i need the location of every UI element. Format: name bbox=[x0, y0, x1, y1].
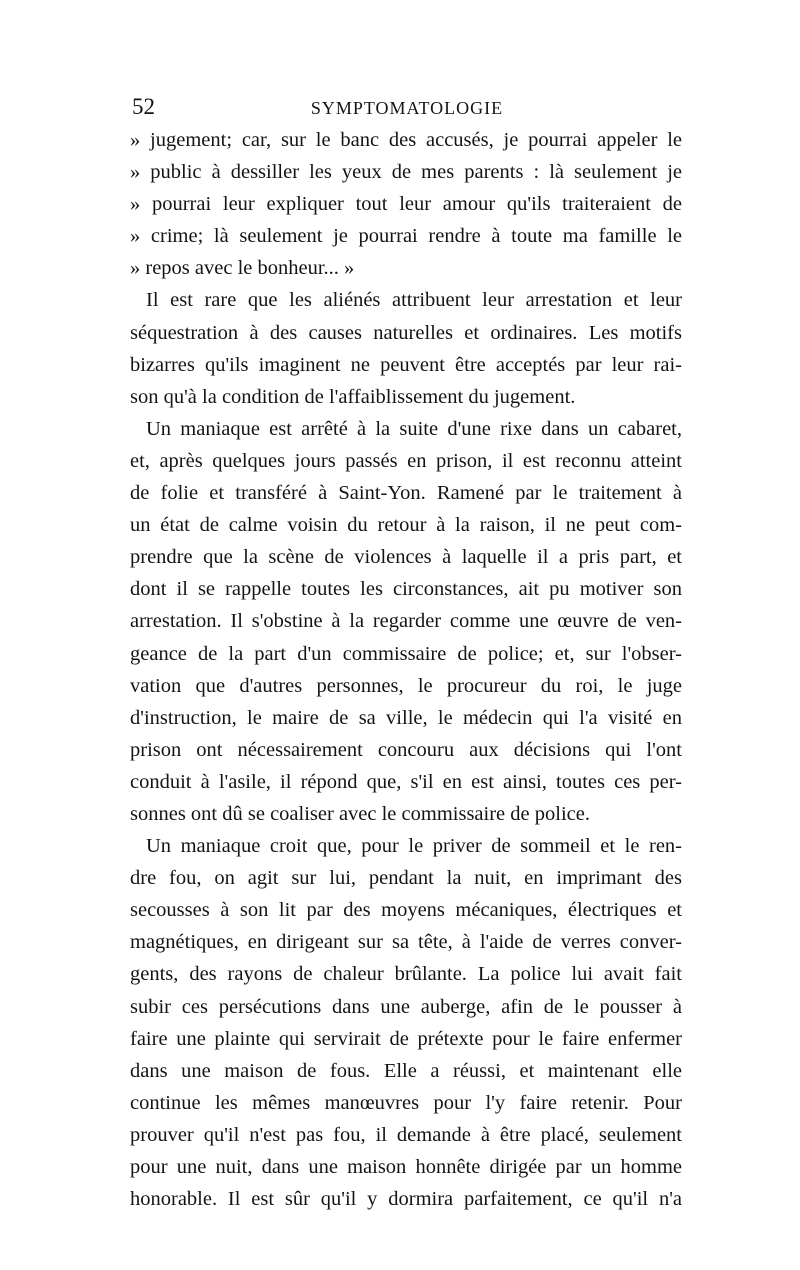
text-line: Un maniaque croit que, pour le priver de sommeil et le ren- bbox=[146, 835, 682, 858]
text-line: vation que d'autres personnes, le procureur du roi, le juge bbox=[130, 674, 682, 697]
text-line: dre fou, on agit sur lui, pendant la nuit, en imprimant des bbox=[130, 867, 682, 890]
text-line: continue les mêmes manœuvres pour l'y faire retenir. Pour bbox=[130, 1091, 682, 1114]
text-line: de folie et transféré à Saint-Yon. Ramené par le traitement à bbox=[130, 482, 682, 505]
text-line: sonnes ont dû se coaliser avec le commissaire de police. bbox=[130, 802, 590, 825]
text-line: pour une nuit, dans une maison honnête dirigée par un homme bbox=[130, 1156, 682, 1178]
text-line: dont il se rappelle toutes les circonstances, ait pu motiver son bbox=[130, 578, 682, 601]
text-line: séquestration à des causes naturelles et ordinaires. Les motifs bbox=[130, 321, 682, 344]
text-line: secousses à son lit par des moyens mécaniques, électriques et bbox=[130, 899, 682, 922]
text-line: d'instruction, le maire de sa ville, le médecin qui l'a visité en bbox=[130, 706, 682, 729]
text-line: conduit à l'asile, il répond que, s'il en est ainsi, toutes ces per- bbox=[130, 770, 682, 793]
text-line: » public à dessiller les yeux de mes parents : là seulement je bbox=[130, 161, 682, 184]
text-line: » repos avec le bonheur... » bbox=[130, 257, 355, 280]
text-line: » crime; là seulement je pourrai rendre à toute ma famille le bbox=[130, 225, 682, 248]
text-line: gents, des rayons de chaleur brûlante. La police lui avait fait bbox=[130, 963, 682, 986]
text-line: prison ont nécessairement concouru aux décisions qui l'ont bbox=[130, 738, 682, 761]
text-line: » jugement; car, sur le banc des accusés, je pourrai appeler le bbox=[130, 129, 682, 151]
text-line: un état de calme voisin du retour à la raison, il ne peut com- bbox=[130, 514, 682, 537]
text-line: geance de la part d'un commissaire de police; et, sur l'obser- bbox=[130, 642, 682, 665]
text-line: » pourrai leur expliquer tout leur amour qu'ils traiteraient de bbox=[130, 193, 682, 216]
text-line: bizarres qu'ils imaginent ne peuvent être acceptés par leur rai- bbox=[130, 353, 682, 376]
page-number: 52 bbox=[132, 94, 155, 119]
text-line: subir ces persécutions dans une auberge, afin de le pousser à bbox=[130, 995, 682, 1018]
text-line: dans une maison de fous. Elle a réussi, et maintenant elle bbox=[130, 1059, 682, 1082]
text-line: arrestation. Il s'obstine à la regarder comme une œuvre de ven- bbox=[130, 610, 682, 633]
text-line: magnétiques, en dirigeant sur sa tête, à l'aide de verres conver- bbox=[130, 931, 682, 954]
text-line: son qu'à la condition de l'affaiblissement du jugement. bbox=[130, 385, 576, 408]
text-line: honorable. Il est sûr qu'il y dormira parfaitement, ce qu'il n'a bbox=[130, 1188, 682, 1211]
text-line: prouver qu'il n'est pas fou, il demande à être placé, seulement bbox=[130, 1123, 682, 1146]
page-header bbox=[132, 92, 682, 122]
body-text bbox=[130, 124, 682, 1215]
text-line: Il est rare que les aliénés attribuent leur arrestation et leur bbox=[146, 289, 682, 312]
text-line: prendre que la scène de violences à laquelle il a pris part, et bbox=[130, 546, 682, 569]
text-line: Un maniaque est arrêté à la suite d'une rixe dans un cabaret, bbox=[146, 417, 682, 440]
running-title: SYMPTOMATOLOGIE bbox=[310, 98, 504, 118]
text-line: et, après quelques jours passés en prison, il est reconnu atteint bbox=[130, 449, 682, 472]
text-line: faire une plainte qui servirait de prétexte pour le faire enfermer bbox=[130, 1027, 682, 1050]
